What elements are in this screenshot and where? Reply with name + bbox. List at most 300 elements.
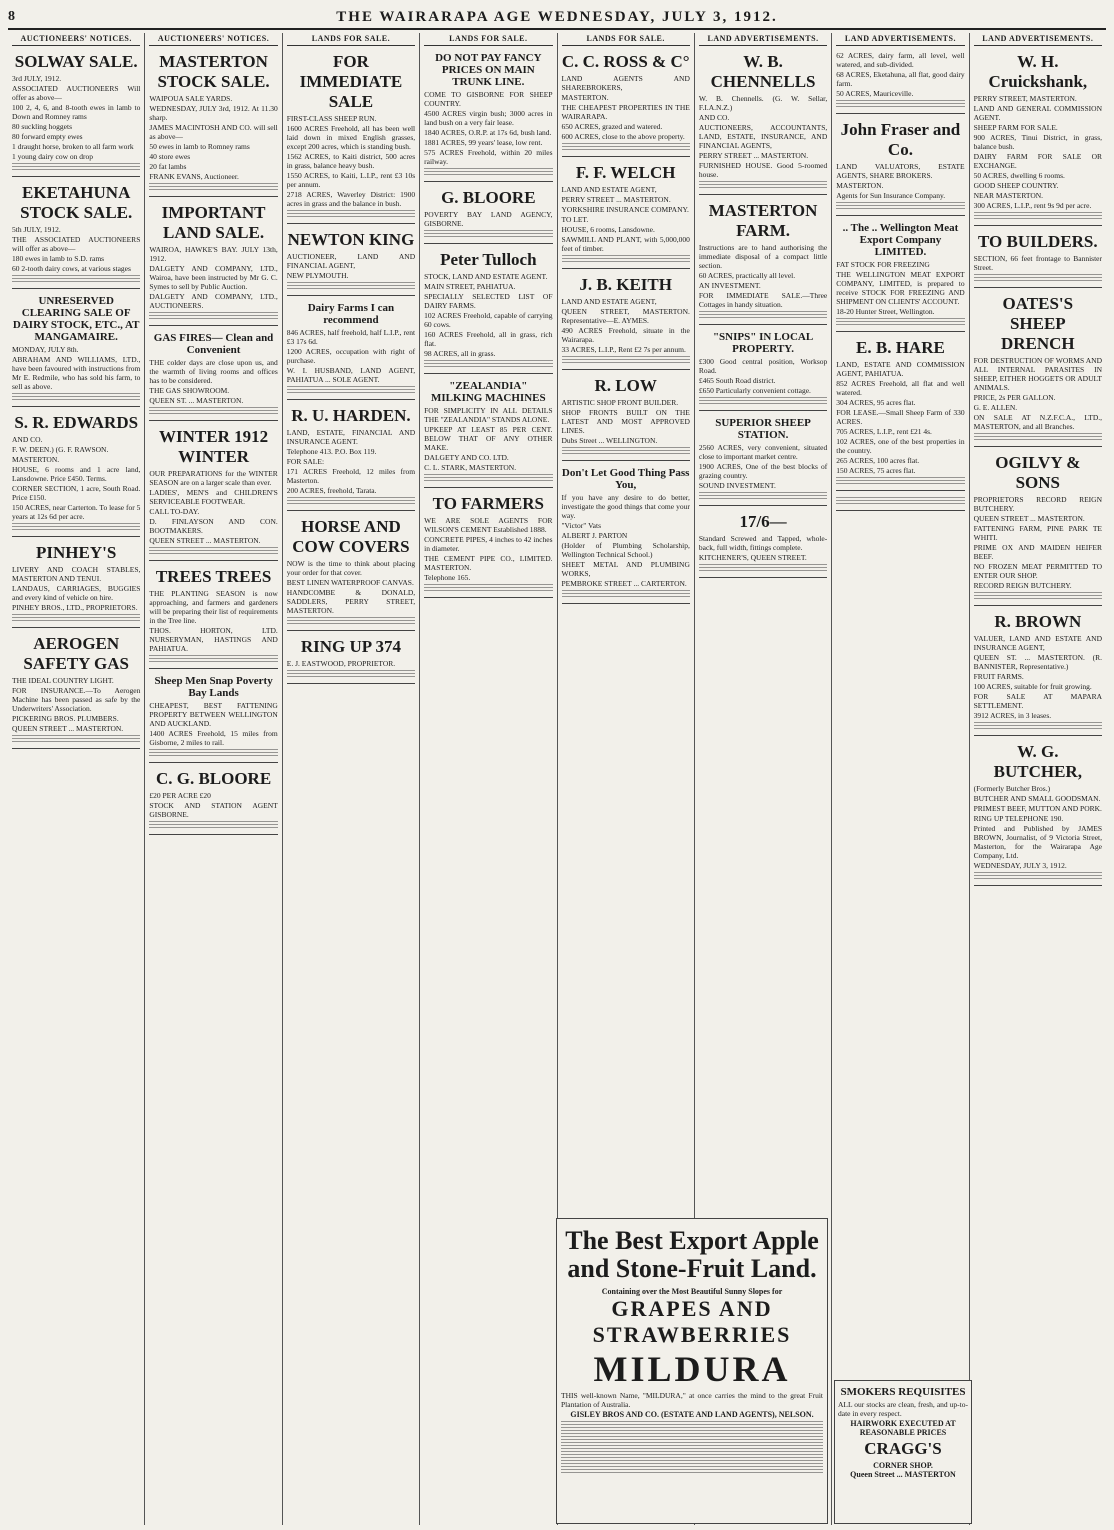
fine-print xyxy=(424,584,552,591)
ad-text: LIVERY AND COACH STABLES, MASTERTON AND TENUI. xyxy=(12,565,141,583)
ad-title: "ZEALANDIA" MILKING MACHINES xyxy=(431,380,546,404)
ad-text: 200 ACRES, freehold, Tarata. xyxy=(286,486,377,495)
advertisement xyxy=(287,631,415,684)
fine-print xyxy=(149,547,277,554)
ad-text: SHEEP FARM FOR SALE. xyxy=(973,123,1058,132)
ad-text: 80 forward empty ewes xyxy=(12,132,83,141)
ad-text: JAMES MACINTOSH AND CO. will sell as above— xyxy=(149,123,278,141)
apple-subtitle: Containing over the Most Beautiful Sunny Slopes for xyxy=(601,1287,783,1296)
column-2 xyxy=(145,33,282,1525)
ad-text: If you have any desire to do better, investigate the good things that come your way. xyxy=(561,493,690,520)
fine-print xyxy=(424,168,552,175)
ad-title: UNRESERVED CLEARING SALE OF DAIRY STOCK, ETC., AT MANGAMAIRE. xyxy=(12,295,140,343)
ad-text: 1600 ACRES Freehold, all has been well laid down in mixed English grasses, except 200 acres, which is standing bush. xyxy=(286,124,416,151)
fine-print xyxy=(562,447,690,454)
fine-print xyxy=(149,821,277,828)
fine-print xyxy=(287,282,415,289)
ad-text: 150 ACRES, 75 acres flat. xyxy=(836,466,916,475)
ad-text: THE CHEAPEST PROPERTIES IN THE WAIRARAPA. xyxy=(561,103,690,121)
ad-text: THE CEMENT PIPE CO., LIMITED. MASTERTON. xyxy=(424,554,553,572)
ad-text: CALL TO-DAY. xyxy=(149,507,200,516)
ad-text: WEDNESDAY, JULY 3rd, 1912. At 11.30 sharp. xyxy=(149,104,278,122)
fine-print xyxy=(424,230,552,237)
ad-title: MASTERTON STOCK SALE. xyxy=(157,52,270,91)
fine-print xyxy=(12,393,140,400)
fine-print xyxy=(149,407,277,414)
ad-text: BUTCHER AND SMALL GOODSMAN. xyxy=(973,794,1101,803)
ad-text: 20 fat lambs xyxy=(149,162,187,171)
ad-text: ASSOCIATED AUCTIONEERS Will offer as above— xyxy=(12,84,141,102)
ad-text: HANDCOMBE & DONALD, SADDLERS, PERRY STREET, MASTERTON. xyxy=(286,588,416,615)
ad-text: FOR SIMPLICITY IN ALL DETAILS THE "ZEALANDIA" STANDS ALONE. xyxy=(424,406,553,424)
ad-text: FOR SALE: xyxy=(286,457,325,466)
advertisement xyxy=(149,326,277,421)
advertisement xyxy=(12,628,140,749)
advertisement xyxy=(699,506,827,578)
fine-print xyxy=(836,100,964,107)
ad-text: FOR SALE AT MAPARA SETTLEMENT. xyxy=(973,692,1102,710)
ad-text: PRIME OX AND MAIDEN HEIFER BEEF. xyxy=(973,543,1102,561)
fine-print xyxy=(562,143,690,150)
fine-print xyxy=(424,474,552,481)
ad-text: 1900 ACRES, One of the best blocks of grazing country. xyxy=(698,462,828,480)
advertisement xyxy=(149,561,277,669)
advertisement xyxy=(974,226,1102,288)
fine-print xyxy=(974,212,1102,219)
ad-text: D. FINLAYSON AND CON. BOOTMAKERS. xyxy=(149,517,278,535)
advertisement xyxy=(699,46,827,195)
ad-text: HOUSE, 6 rooms and 1 acre land, Lansdowne. Price £450. Terms. xyxy=(12,465,141,483)
ad-title: NEWTON KING xyxy=(287,230,415,249)
advertisement xyxy=(974,606,1102,736)
fine-print xyxy=(836,202,964,209)
advertisement xyxy=(562,461,690,604)
ad-text: 1200 ACRES, occupation with right of purchase. xyxy=(286,347,416,365)
ad-text: Printed and Published by JAMES BROWN, Journalist, of 9 Victoria Street, Masterton, for the Wairarapa Age Company, Ltd. xyxy=(973,824,1102,860)
ad-text: 3912 ACRES, in 3 leases. xyxy=(973,711,1052,720)
ad-text: 1 young dairy cow on drop xyxy=(12,152,94,161)
fine-print xyxy=(12,614,140,621)
mildura-heading: MILDURA xyxy=(593,1349,791,1389)
column-7 xyxy=(832,33,969,1525)
ad-text: FOR LEASE.—Small Sheep Farm of 330 ACRES. xyxy=(836,408,965,426)
ad-text: Standard Screwed and Tapped, whole-back, full width, fittings complete. xyxy=(698,534,828,552)
advertisement xyxy=(836,332,964,491)
ad-text: THE WELLINGTON MEAT EXPORT COMPANY, LIMITED, is prepared to receive STOCK FOR FREEZING AND SHIPMENT ON CLIENTS' ACCOUNT. xyxy=(836,270,965,306)
ad-text: 4500 ACRES virgin bush; 3000 acres in land bush on a very fair lease. xyxy=(424,109,553,127)
ad-title: Don't Let Good Thing Pass You, xyxy=(561,467,690,491)
ad-title: R. LOW xyxy=(594,376,657,395)
ad-text: NO FROZEN MEAT PERMITTED TO ENTER OUR SHOP. xyxy=(973,562,1102,580)
column-4 xyxy=(420,33,557,1525)
advertisement xyxy=(424,488,552,598)
ad-title: C. C. ROSS & C° xyxy=(561,52,690,71)
advertisement xyxy=(836,46,964,114)
ad-title: Sheep Men Snap Poverty Bay Lands xyxy=(154,675,273,699)
ad-text: RING UP TELEPHONE 190. xyxy=(973,814,1064,823)
ad-text: 600 ACRES, close to the above property. xyxy=(561,132,685,141)
ad-text: 171 ACRES Freehold, 12 miles from Masterton. xyxy=(286,467,416,485)
ad-title: J. B. KEITH xyxy=(579,275,672,294)
ad-text: MASTERTON. xyxy=(12,455,60,464)
ad-text: RECORD REIGN BUTCHERY. xyxy=(973,581,1072,590)
ad-text: PROPRIETORS RECORD REIGN BUTCHERY. xyxy=(973,495,1102,513)
ad-text: 50 ACRES, Mauriceville. xyxy=(836,89,914,98)
ad-text: 50 ACRES, dwelling 6 rooms. xyxy=(973,171,1065,180)
advertisement xyxy=(974,46,1102,226)
fine-print xyxy=(974,722,1102,729)
ad-text: WE ARE SOLE AGENTS FOR WILSON'S CEMENT Established 1888. xyxy=(424,516,553,534)
ad-title: .. The .. Wellington Meat Export Company LIMITED. xyxy=(842,222,959,258)
ad-text: PINHEY BROS., LTD., PROPRIETORS. xyxy=(12,603,138,612)
ad-text: 80 suckling hoggets xyxy=(12,122,72,131)
advertisement xyxy=(699,325,827,411)
advertisement xyxy=(836,114,964,216)
ad-text: MAIN STREET, PAHIATUA. xyxy=(424,282,516,291)
ad-text: WAIPOUA SALE YARDS. xyxy=(149,94,233,103)
fine-print xyxy=(149,749,277,756)
ad-text: QUEEN ST. ... MASTERTON. xyxy=(149,396,244,405)
advertisement xyxy=(699,411,827,506)
column-1 xyxy=(8,33,145,1525)
ad-text: G. E. ALLEN. xyxy=(973,403,1018,412)
ad-text: SHOP FRONTS BUILT ON THE LATEST AND MOST APPROVED LINES. xyxy=(561,408,690,435)
ad-text: COME TO GISBORNE FOR SHEEP COUNTRY. xyxy=(424,90,553,108)
fine-print xyxy=(287,617,415,624)
ad-title: OATES'S SHEEP DRENCH xyxy=(1000,294,1075,353)
fine-print xyxy=(699,311,827,318)
ad-text: CHEAPEST, BEST FATTENING PROPERTY BETWEEN WELLINGTON AND AUCKLAND. xyxy=(149,701,278,728)
ad-text: FURNISHED HOUSE. Good 5-roomed house. xyxy=(698,161,828,179)
ad-text: E. J. EASTWOOD, PROPRIETOR. xyxy=(286,659,396,668)
fine-print xyxy=(974,433,1102,440)
ad-text: 102 ACRES Freehold, capable of carrying 60 cows. xyxy=(424,311,553,329)
ad-title: TO BUILDERS. xyxy=(977,232,1098,251)
mildura-advertisement xyxy=(556,1218,828,1524)
ad-text: FRANK EVANS, Auctioneer. xyxy=(149,172,239,181)
ad-text: THE colder days are close upon us, and the warmth of living rooms and offices has to be considered. xyxy=(149,358,278,385)
fine-print xyxy=(699,397,827,404)
ad-text: Agents for Sun Insurance Company. xyxy=(836,191,946,200)
fine-print xyxy=(836,318,964,325)
ad-title: F. F. WELCH xyxy=(575,163,676,182)
column-8 xyxy=(970,33,1106,1525)
ad-text: 300 ACRES, L.I.P., rent 9s 9d per acre. xyxy=(973,201,1092,210)
ad-text: Telephone 165. xyxy=(424,573,471,582)
grapes-heading: GRAPES AND STRAWBERRIES xyxy=(592,1296,792,1347)
ad-text: 102 ACRES, one of the best properties in the country. xyxy=(836,437,965,455)
ad-text: 705 ACRES, L.I.P., rent £21 4s. xyxy=(836,427,932,436)
ad-text: LAND AND GENERAL COMMISSION AGENT. xyxy=(973,104,1102,122)
fine-print xyxy=(562,356,690,363)
advertisement xyxy=(287,46,415,224)
column-header: LAND ADVERTISEMENTS. xyxy=(974,33,1102,46)
ad-text: C. L. STARK, MASTERTON. xyxy=(424,463,517,472)
ad-text: YORKSHIRE INSURANCE COMPANY. xyxy=(561,205,689,214)
ad-title: AEROGEN SAFETY GAS xyxy=(23,634,130,673)
ad-title: SOLWAY SALE. xyxy=(14,52,138,71)
advertisement xyxy=(12,177,140,289)
ad-text: MONDAY, JULY 8th. xyxy=(12,345,79,354)
advertisement xyxy=(12,407,140,537)
ad-title: R. BROWN xyxy=(994,612,1082,631)
ad-text: FRUIT FARMS. xyxy=(973,672,1024,681)
ad-text: DALGETY AND COMPANY, LTD., Wairoa, have been instructed by Mr G. C. Symes to sell by Public Auction. xyxy=(149,264,278,291)
ad-text: 160 ACRES Freehold, all in grass, rich flat. xyxy=(424,330,553,348)
fine-print xyxy=(562,590,690,597)
fine-print xyxy=(561,1439,823,1446)
ad-text: 1840 ACRES, O.R.P. at 17s 6d, bush land. xyxy=(424,128,552,137)
masthead xyxy=(8,6,1106,30)
ad-text: QUEEN STREET ... MASTERTON. xyxy=(149,536,261,545)
advertisement xyxy=(699,195,827,325)
ad-title: TREES TREES xyxy=(155,567,272,586)
ad-text: PRICE, 2s PER GALLON. xyxy=(973,393,1056,402)
fine-print xyxy=(287,497,415,504)
ad-text: DALGETY AND COMPANY, LTD., AUCTIONEERS. xyxy=(149,292,278,310)
ad-text: LAND AGENTS AND SHAREBROKERS, xyxy=(561,74,690,92)
fine-print xyxy=(12,163,140,170)
ad-text: "Victor" Vats xyxy=(561,521,601,530)
fine-print xyxy=(287,670,415,677)
advertisement xyxy=(12,46,140,177)
advertisement xyxy=(287,511,415,631)
ad-text: 18-20 Hunter Street, Wellington. xyxy=(836,307,935,316)
advertisement xyxy=(424,182,552,244)
ad-text: SAWMILL AND PLANT, with 5,000,000 feet of timber. xyxy=(561,235,690,253)
fine-print xyxy=(424,360,552,367)
ad-text: MASTERTON. xyxy=(836,181,884,190)
ad-title: R. U. HARDEN. xyxy=(291,406,411,425)
ad-text: 5th JULY, 1912. xyxy=(12,225,61,234)
ad-text: 1562 ACRES, to Kaiti district, 500 acres in grass, balance heavy bush. xyxy=(286,152,416,170)
ad-text: DAIRY FARM FOR SALE OR EXCHANGE. xyxy=(973,152,1102,170)
ad-text: 265 ACRES, 100 acres flat. xyxy=(836,456,920,465)
ad-text: ON SALE AT N.Z.F.C.A., LTD., MASTERTON, and all Branches. xyxy=(973,413,1102,431)
ad-text: 852 ACRES Freehold, all flat and well watered. xyxy=(836,379,965,397)
column-header: LAND ADVERTISEMENTS. xyxy=(699,33,827,46)
ad-text: 2560 ACRES, very convenient, situated close to important market centre. xyxy=(698,443,828,461)
ad-text: 1881 ACRES, 99 years' lease, low rent. xyxy=(424,138,543,147)
ad-text: PRIMEST BEEF, MUTTON AND PORK. xyxy=(973,804,1102,813)
ad-text: (Formerly Butcher Bros.) xyxy=(973,784,1051,793)
ad-text: FOR IMMEDIATE SALE.—Three Cottages in handy situation. xyxy=(698,291,828,309)
ad-text: FIRST-CLASS SHEEP RUN. xyxy=(286,114,377,123)
ad-title: MASTERTON FARM. xyxy=(708,201,818,240)
ad-text: Telephone 413. P.O. Box 119. xyxy=(286,447,377,456)
advertisement xyxy=(149,197,277,326)
column-header: AUCTIONEERS' NOTICES. xyxy=(12,33,140,46)
ad-text: PICKERING BROS. PLUMBERS. xyxy=(12,714,119,723)
ad-text: 100 2, 4, 6, and 8-tooth ewes in lamb to Down and Romney rams xyxy=(12,103,141,121)
advertisement xyxy=(974,447,1102,606)
ad-title: E. B. HARE xyxy=(856,338,945,357)
smokers-footer: HAIRWORK EXECUTED AT REASONABLE PRICES xyxy=(850,1419,956,1437)
ad-text: W. B. Chennells. (G. W. Sellar, F.I.A.N.Z.) xyxy=(698,94,828,112)
ad-text: SECTION, 66 feet frontage to Bannister Street. xyxy=(973,254,1102,272)
ad-text: CORNER SECTION, 1 acre, South Road. Price £150. xyxy=(12,484,141,502)
ad-text: NOW is the time to think about placing your order for that cover. xyxy=(286,559,416,577)
ad-text: DALGETY AND CO. LTD. xyxy=(424,453,509,462)
ad-text: AND CO. xyxy=(698,113,730,122)
ad-text: 650 ACRES, grazed and watered. xyxy=(561,122,663,131)
fine-print xyxy=(561,1430,823,1437)
ad-title: 17/6— xyxy=(739,512,787,531)
ad-title: PINHEY'S xyxy=(36,543,117,562)
ad-text: 180 ewes in lamb to S.D. rams xyxy=(12,254,105,263)
smokers-advertisement xyxy=(834,1380,972,1524)
ad-title: EKETAHUNA STOCK SALE. xyxy=(20,183,133,222)
smokers-text: ALL our stocks are clean, fresh, and up-to-date in every respect. xyxy=(838,1400,968,1418)
craggs-name: CRAGG'S xyxy=(864,1439,942,1458)
ad-text: £650 Particularly convenient cottage. xyxy=(698,386,811,395)
advertisement xyxy=(424,374,552,488)
fine-print xyxy=(561,1457,823,1464)
ad-text: STOCK, LAND AND ESTATE AGENT. xyxy=(424,272,548,281)
ad-text: PERRY STREET, MASTERTON. xyxy=(973,94,1077,103)
smokers-title: SMOKERS REQUISITES xyxy=(840,1386,966,1398)
ad-title: FOR IMMEDIATE SALE xyxy=(299,52,403,111)
fine-print xyxy=(12,275,140,282)
advertisement xyxy=(149,669,277,763)
ad-title: TO FARMERS xyxy=(432,494,544,513)
ad-text: 304 ACRES, 95 acres flat. xyxy=(836,398,916,407)
advertisement xyxy=(424,244,552,374)
fine-print xyxy=(974,592,1102,599)
ad-text: Dubs Street ... WELLINGTON. xyxy=(561,436,658,445)
ad-text: FOR INSURANCE.—To Aerogen Machine has been passed as safe by the Underwriters' Association. xyxy=(12,686,141,713)
ad-text: THE IDEAL COUNTRY LIGHT. xyxy=(12,676,114,685)
advertisement xyxy=(149,763,277,835)
ad-title: GAS FIRES— Clean and Convenient xyxy=(153,332,274,356)
ad-text: MASTERTON. xyxy=(561,93,609,102)
fine-print xyxy=(12,735,140,742)
ad-text: QUEEN STREET, MASTERTON. Representative—E. AYMES. xyxy=(561,307,690,325)
mildura-agent: GISLEY BROS AND CO. (ESTATE AND LAND AGENTS), NELSON. xyxy=(570,1410,814,1419)
ad-text: 2718 ACRES, Waverley District: 1900 acres in grass and the balance in bush. xyxy=(286,190,416,208)
ad-text: LANDAUS, CARRIAGES, BUGGIES and every kind of vehicle on hire. xyxy=(12,584,141,602)
ad-text: 100 ACRES, suitable for fruit growing. xyxy=(973,682,1092,691)
fine-print xyxy=(699,181,827,188)
ad-text: £20 PER ACRE £20 xyxy=(149,791,211,800)
ad-text: SOUND INVESTMENT. xyxy=(698,481,776,490)
ad-title: W. B. CHENNELLS xyxy=(710,52,816,91)
ad-text: (Holder of Plumbing Scholarship, Wellington Technical School.) xyxy=(561,541,690,559)
ad-text: FATTENING FARM, PINE PARK TE WHITI. xyxy=(973,524,1102,542)
ad-text: LADIES', MEN'S and CHILDREN'S SERVICEABLE FOOTWEAR. xyxy=(149,488,278,506)
ad-title: S. R. EDWARDS xyxy=(14,413,139,432)
ad-text: 846 ACRES, half freehold, half L.I.P., rent £3 17s 6d. xyxy=(286,328,416,346)
advertisement xyxy=(424,46,552,182)
ad-title: Dairy Farms I can recommend xyxy=(307,302,395,326)
advertisement xyxy=(12,537,140,628)
advertisement xyxy=(287,400,415,511)
fine-print xyxy=(12,523,140,530)
advertisement xyxy=(287,296,415,400)
ad-text: QUEEN ST. ... MASTERTON. (R. BANNISTER, Representative.) xyxy=(973,653,1102,671)
advertisement xyxy=(149,46,277,197)
page-number: 8 xyxy=(8,9,15,24)
ad-text: 60 2-tooth dairy cows, at various stages xyxy=(12,264,131,273)
advertisement xyxy=(974,288,1102,447)
ad-text: F. W. DEEN.) (G. F. RAWSON. xyxy=(12,445,109,454)
fine-print xyxy=(287,210,415,217)
ad-title: OGILVY & SONS xyxy=(995,453,1081,492)
advertisement xyxy=(562,157,690,269)
ad-title: John Fraser and Co. xyxy=(840,120,961,159)
ad-title: C. G. BLOORE xyxy=(155,769,272,788)
mildura-text: THIS well-known Name, "MILDURA," at once carries the mind to the great Fruit Plantation of Australia. xyxy=(561,1391,823,1409)
ad-text: 68 ACRES, Eketahuna, all flat, good dairy farm. xyxy=(836,70,965,88)
ad-text: QUEEN STREET ... MASTERTON. xyxy=(973,514,1085,523)
ad-text: 3rd JULY, 1912. xyxy=(12,74,62,83)
ad-text: SHEET METAL AND PLUMBING WORKS, xyxy=(561,560,690,578)
ad-text: LAND AND ESTATE AGENT, xyxy=(561,185,657,194)
ad-text: BEST LINEN WATERPROOF CANVAS. xyxy=(286,578,414,587)
ad-text: 60 ACRES, practically all level. xyxy=(698,271,796,280)
ad-text: CONCRETE PIPES, 4 inches to 42 inches in diameter. xyxy=(424,535,553,553)
ad-text: LAND VALUATORS, ESTATE AGENTS, SHARE BROKERS. xyxy=(836,162,965,180)
ad-text: FOR DESTRUCTION OF WORMS AND ALL INTERNAL PARASITES IN SHEEP, EITHER HOGGETS OR ADULT ANIMALS. xyxy=(973,356,1102,392)
fine-print xyxy=(287,386,415,393)
ad-text: PERRY STREET ... MASTERTON. xyxy=(698,151,809,160)
ad-text: LAND, ESTATE AND COMMISSION AGENT, PAHIATUA. xyxy=(836,360,965,378)
ad-text: 1 draught horse, broken to all farm work xyxy=(12,142,134,151)
ad-text: 150 ACRES, near Carterton. To lease for 5 years at 12s 6d per acre. xyxy=(12,503,141,521)
ad-title: "SNIPS" IN LOCAL PROPERTY. xyxy=(712,331,814,355)
ad-title: SUPERIOR SHEEP STATION. xyxy=(715,417,811,441)
ad-text: £465 South Road district. xyxy=(698,376,776,385)
ad-text: TO LET. xyxy=(561,215,589,224)
fine-print xyxy=(149,312,277,319)
ad-title: WINTER 1912 WINTER xyxy=(159,427,269,466)
ad-text: THOS. HORTON, LTD. NURSERYMAN, HASTINGS AND PAHIATUA. xyxy=(149,626,278,653)
fine-print xyxy=(561,1466,823,1473)
advertisement xyxy=(149,421,277,561)
column-3 xyxy=(283,33,420,1525)
fine-print xyxy=(149,183,277,190)
advertisement xyxy=(12,289,140,407)
ad-title: W. H. Cruickshank, xyxy=(988,52,1088,91)
advertisement xyxy=(974,736,1102,886)
ad-title: IMPORTANT LAND SALE. xyxy=(161,203,266,242)
column-header: LANDS FOR SALE. xyxy=(287,33,415,46)
ad-text: ALBERT J. PARTON xyxy=(561,531,628,540)
ad-text: 33 ACRES, L.I.P., Rent £2 7s per annum. xyxy=(561,345,686,354)
ad-text: POVERTY BAY LAND AGENCY, GISBORNE. xyxy=(424,210,553,228)
ad-title: Peter Tulloch xyxy=(440,250,537,269)
ad-text: NEAR MASTERTON. xyxy=(973,191,1044,200)
ad-text: PEMBROKE STREET ... CARTERTON. xyxy=(561,579,687,588)
ad-text: Instructions are to hand authorising the immediate disposal of a compact little section. xyxy=(698,243,828,270)
ad-text: 1400 ACRES Freehold, 15 miles from Gisborne, 2 miles to rail. xyxy=(149,729,278,747)
advertisement xyxy=(562,46,690,157)
ad-text: OUR PREPARATIONS for the WINTER SEASON are on a larger scale than ever. xyxy=(149,469,278,487)
ad-text: WAIROA, HAWKE'S BAY. JULY 13th, 1912. xyxy=(149,245,278,263)
ad-text: LAND, ESTATE, FINANCIAL AND INSURANCE AGENT. xyxy=(286,428,416,446)
advertisement xyxy=(562,370,690,461)
ad-text: ABRAHAM AND WILLIAMS, LTD., have been favoured with instructions from Mr E. Redmile, who has sold his farm, to sell as above. xyxy=(12,355,141,391)
ad-text: 40 store ewes xyxy=(149,152,191,161)
ad-text: ARTISTIC SHOP FRONT BUILDER. xyxy=(561,398,679,407)
ad-title: W. G. BUTCHER, xyxy=(993,742,1082,781)
advertisement xyxy=(562,269,690,370)
ad-text: QUEEN STREET ... MASTERTON. xyxy=(12,724,124,733)
fine-print xyxy=(836,497,964,504)
ad-text: UPKEEP AT LEAST 85 PER CENT. BELOW THAT OF ANY OTHER MAKE. xyxy=(424,425,553,452)
ad-text: 98 ACRES, all in grass. xyxy=(424,349,496,358)
ad-text: 50 ewes in lamb to Romney rams xyxy=(149,142,250,151)
